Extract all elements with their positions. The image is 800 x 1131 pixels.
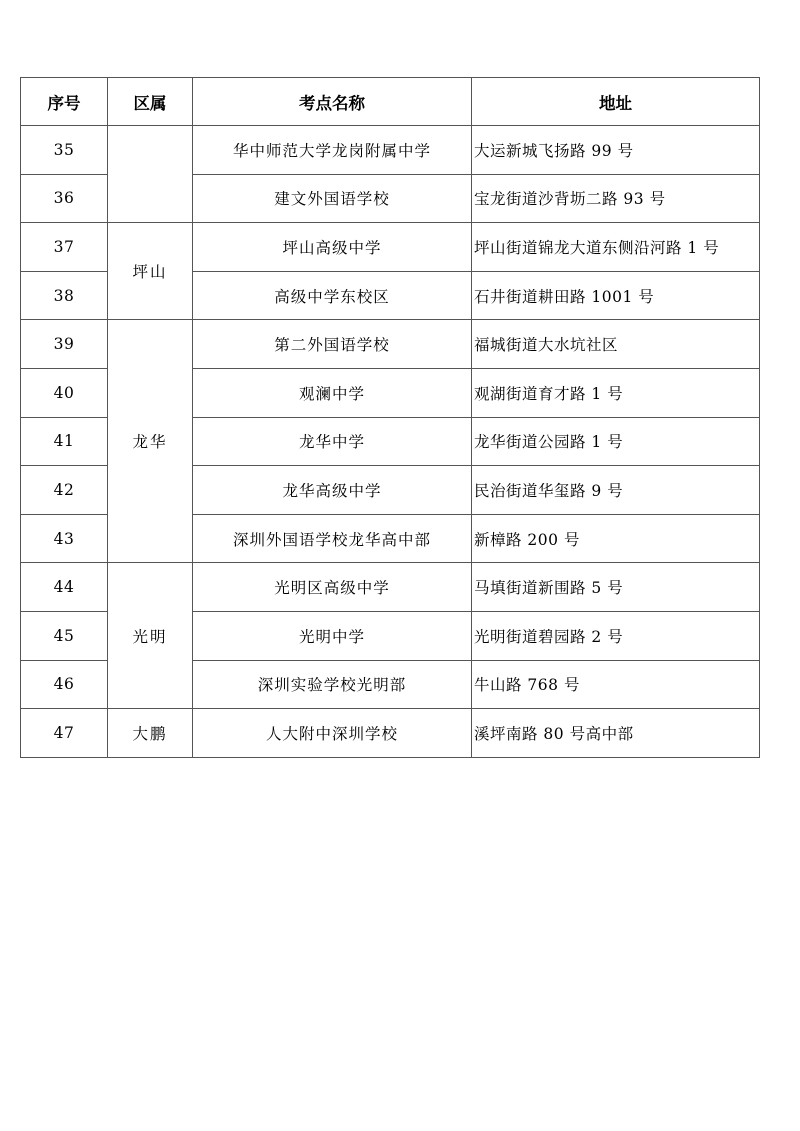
row-site-name: 龙华中学 [193, 417, 472, 466]
table-row [21, 126, 760, 175]
row-site-name: 建文外国语学校 [193, 174, 472, 223]
row-num: 39 [21, 320, 108, 369]
row-district: 坪山 [108, 223, 193, 320]
row-address: 观湖街道育才路 1 号 [472, 368, 760, 417]
table-row [21, 320, 760, 369]
row-num: 37 [21, 223, 108, 272]
row-address: 民治街道华玺路 9 号 [472, 466, 760, 515]
table-header-row [21, 78, 760, 126]
row-site-name: 华中师范大学龙岗附属中学 [193, 126, 472, 175]
row-num: 36 [21, 174, 108, 223]
row-address: 马填街道新围路 5 号 [472, 563, 760, 612]
row-site-name: 坪山高级中学 [193, 223, 472, 272]
table-row [21, 563, 760, 612]
row-district: 龙华 [108, 320, 193, 563]
row-district: 光明 [108, 563, 193, 709]
row-site-name: 人大附中深圳学校 [193, 709, 472, 758]
header-district: 区属 [108, 78, 193, 126]
row-num: 45 [21, 611, 108, 660]
row-site-name: 龙华高级中学 [193, 466, 472, 515]
row-district: 大鹏 [108, 709, 193, 758]
row-num: 40 [21, 368, 108, 417]
row-num: 47 [21, 709, 108, 758]
row-site-name: 第二外国语学校 [193, 320, 472, 369]
row-site-name: 光明区高级中学 [193, 563, 472, 612]
row-address: 坪山街道锦龙大道东侧沿河路 1 号 [472, 223, 760, 272]
header-name: 考点名称 [193, 78, 472, 126]
row-num: 35 [21, 126, 108, 175]
row-address: 大运新城飞扬路 99 号 [472, 126, 760, 175]
header-address: 地址 [472, 78, 760, 126]
table-row [21, 223, 760, 272]
row-num: 44 [21, 563, 108, 612]
row-num: 43 [21, 514, 108, 563]
header-num: 序号 [21, 78, 108, 126]
row-site-name: 高级中学东校区 [193, 271, 472, 320]
exam-sites-table [20, 77, 760, 758]
row-num: 46 [21, 660, 108, 709]
row-address: 新樟路 200 号 [472, 514, 760, 563]
row-address: 牛山路 768 号 [472, 660, 760, 709]
row-district [108, 126, 193, 223]
row-site-name: 观澜中学 [193, 368, 472, 417]
row-address: 溪坪南路 80 号高中部 [472, 709, 760, 758]
row-num: 42 [21, 466, 108, 515]
row-address: 福城街道大水坑社区 [472, 320, 760, 369]
row-address: 宝龙街道沙背坜二路 93 号 [472, 174, 760, 223]
row-num: 41 [21, 417, 108, 466]
row-site-name: 深圳外国语学校龙华高中部 [193, 514, 472, 563]
row-address: 石井街道耕田路 1001 号 [472, 271, 760, 320]
row-site-name: 深圳实验学校光明部 [193, 660, 472, 709]
table-row [21, 709, 760, 758]
row-address: 龙华街道公园路 1 号 [472, 417, 760, 466]
row-num: 38 [21, 271, 108, 320]
row-site-name: 光明中学 [193, 611, 472, 660]
row-address: 光明街道碧园路 2 号 [472, 611, 760, 660]
